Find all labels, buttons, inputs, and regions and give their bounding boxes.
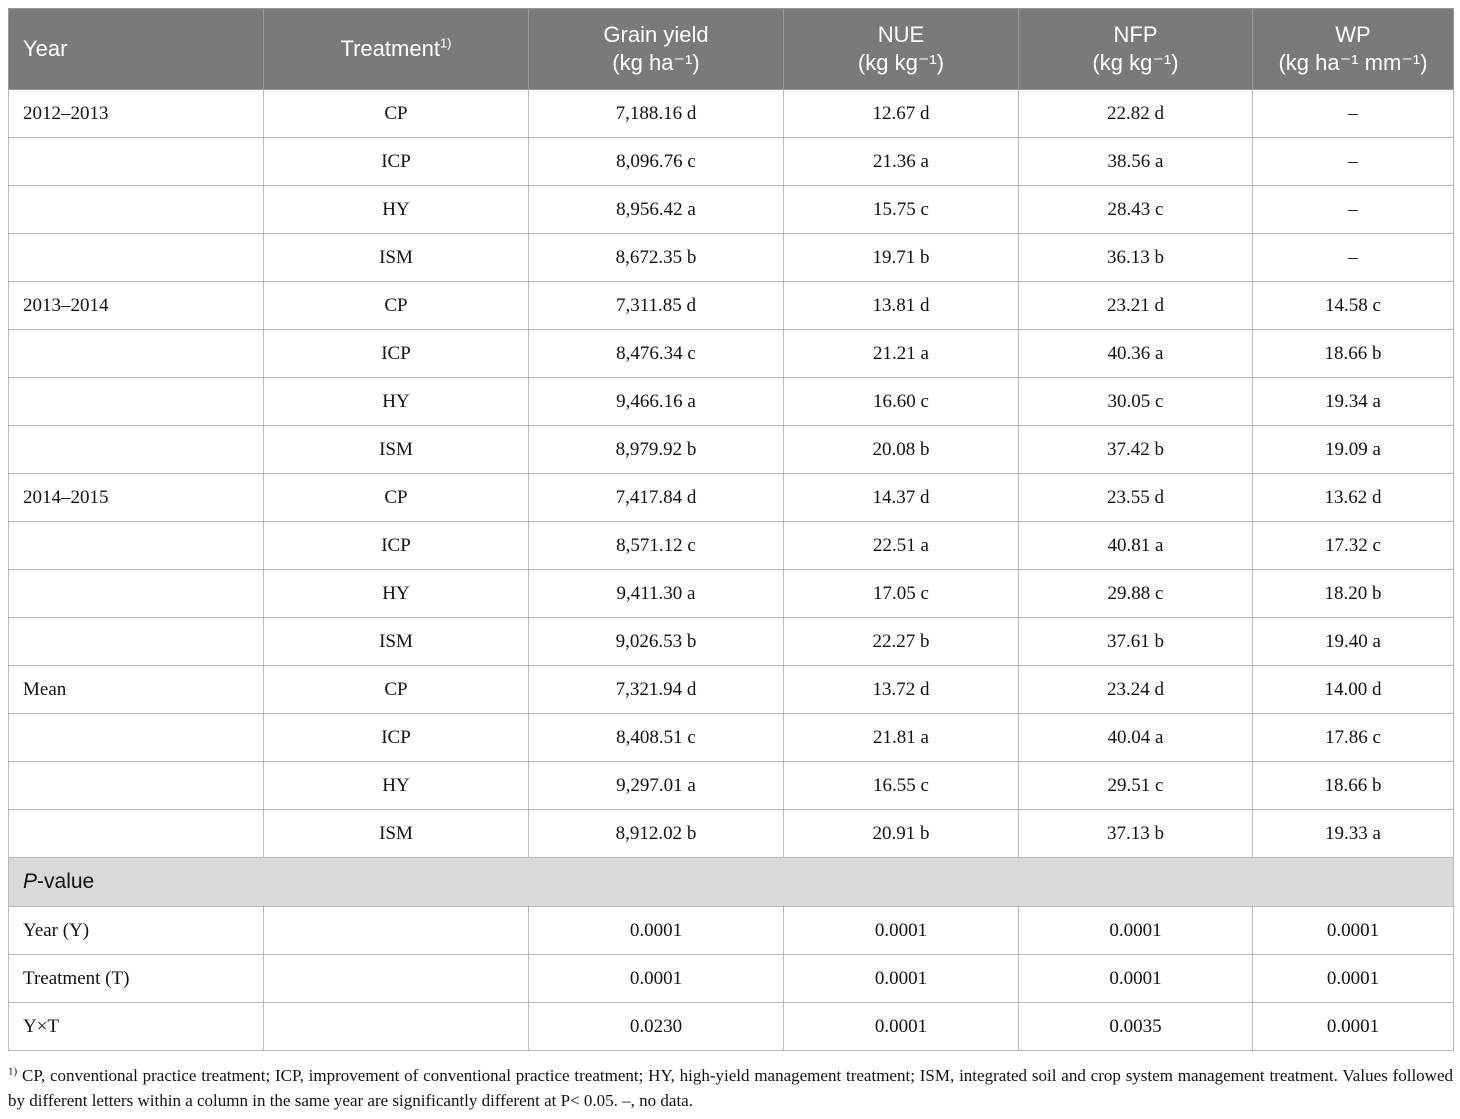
cell-treatment: CP (264, 282, 529, 330)
cell-treatment: ISM (264, 234, 529, 282)
cell-factor: Y×T (9, 1003, 264, 1051)
footnote-text: CP, conventional practice treatment; ICP, improvement of conventional practice treatment; HY, high-yield management treatment; ISM, integrated soil and crop system management treatment. Values followed by different letters within a column in the same year are significantly different at P< 0.05. –, no data. (8, 1066, 1453, 1110)
cell-year (9, 522, 264, 570)
cell-grain-yield: 8,408.51 c (529, 714, 784, 762)
cell-treatment: ISM (264, 618, 529, 666)
cell-factor: Year (Y) (9, 907, 264, 955)
cell-nfp: 37.13 b (1019, 810, 1253, 858)
cell-grain-yield: 9,297.01 a (529, 762, 784, 810)
cell-year (9, 810, 264, 858)
cell-pvalue-grain-yield: 0.0001 (529, 907, 784, 955)
cell-year (9, 570, 264, 618)
cell-nfp: 22.82 d (1019, 90, 1253, 138)
table-row (9, 666, 1454, 714)
cell-grain-yield: 8,672.35 b (529, 234, 784, 282)
cell-pvalue-nfp: 0.0035 (1019, 1003, 1253, 1051)
cell-grain-yield: 7,417.84 d (529, 474, 784, 522)
cell-pvalue-nue: 0.0001 (784, 1003, 1019, 1051)
header-grain-yield-unit: (kg ha⁻¹) (612, 50, 700, 75)
table-row (9, 714, 1454, 762)
cell-nfp: 40.36 a (1019, 330, 1253, 378)
cell-nfp: 29.51 c (1019, 762, 1253, 810)
cell-nue: 22.27 b (784, 618, 1019, 666)
pvalue-row (9, 907, 1454, 955)
pvalue-label-italic: P (23, 870, 38, 893)
cell-year (9, 234, 264, 282)
cell-wp: 19.40 a (1253, 618, 1454, 666)
cell-year (9, 330, 264, 378)
cell-pvalue-nfp: 0.0001 (1019, 907, 1253, 955)
cell-wp: 13.62 d (1253, 474, 1454, 522)
cell-nue: 16.60 c (784, 378, 1019, 426)
cell-grain-yield: 8,476.34 c (529, 330, 784, 378)
pvalue-section-label (9, 858, 1454, 907)
footnote-marker: 1) (8, 1065, 18, 1078)
cell-nfp: 38.56 a (1019, 138, 1253, 186)
cell-wp: 17.86 c (1253, 714, 1454, 762)
cell-nue: 21.81 a (784, 714, 1019, 762)
cell-nfp: 23.24 d (1019, 666, 1253, 714)
cell-year: 2013–2014 (9, 282, 264, 330)
cell-nfp: 36.13 b (1019, 234, 1253, 282)
table-row (9, 234, 1454, 282)
cell-wp: 19.33 a (1253, 810, 1454, 858)
cell-year (9, 762, 264, 810)
cell-wp: – (1253, 138, 1454, 186)
header-grain-yield (529, 9, 784, 90)
table-row (9, 570, 1454, 618)
cell-pvalue-nfp: 0.0001 (1019, 955, 1253, 1003)
pvalue-row (9, 955, 1454, 1003)
cell-wp: 19.09 a (1253, 426, 1454, 474)
header-grain-yield-label: Grain yield (603, 22, 709, 47)
cell-grain-yield: 8,912.02 b (529, 810, 784, 858)
data-table-container (8, 8, 1453, 1051)
header-nfp (1019, 9, 1253, 90)
cell-nfp: 40.04 a (1019, 714, 1253, 762)
cell-grain-yield: 9,466.16 a (529, 378, 784, 426)
cell-nfp: 37.42 b (1019, 426, 1253, 474)
header-row (9, 9, 1454, 90)
cell-nfp: 23.21 d (1019, 282, 1253, 330)
cell-year (9, 714, 264, 762)
table-row (9, 810, 1454, 858)
cell-pvalue-treatment (264, 955, 529, 1003)
cell-pvalue-wp: 0.0001 (1253, 1003, 1454, 1051)
cell-nue: 12.67 d (784, 90, 1019, 138)
cell-treatment: ICP (264, 330, 529, 378)
cell-wp: – (1253, 186, 1454, 234)
cell-treatment: HY (264, 762, 529, 810)
cell-wp: 18.66 b (1253, 330, 1454, 378)
cell-grain-yield: 7,321.94 d (529, 666, 784, 714)
cell-nfp: 40.81 a (1019, 522, 1253, 570)
cell-pvalue-nue: 0.0001 (784, 955, 1019, 1003)
table-row (9, 474, 1454, 522)
cell-wp: 14.58 c (1253, 282, 1454, 330)
pvalue-section-header (9, 858, 1454, 907)
cell-treatment: ISM (264, 810, 529, 858)
cell-grain-yield: 9,411.30 a (529, 570, 784, 618)
cell-treatment: ISM (264, 426, 529, 474)
cell-nue: 21.21 a (784, 330, 1019, 378)
cell-nue: 20.91 b (784, 810, 1019, 858)
cell-wp: 18.20 b (1253, 570, 1454, 618)
cell-year (9, 138, 264, 186)
cell-wp: 14.00 d (1253, 666, 1454, 714)
cell-year (9, 378, 264, 426)
table-row (9, 138, 1454, 186)
cell-nue: 20.08 b (784, 426, 1019, 474)
cell-nue: 14.37 d (784, 474, 1019, 522)
cell-year (9, 186, 264, 234)
cell-treatment: HY (264, 186, 529, 234)
cell-year (9, 426, 264, 474)
header-treatment-label: Treatment (340, 36, 440, 61)
cell-wp: 19.34 a (1253, 378, 1454, 426)
cell-nfp: 30.05 c (1019, 378, 1253, 426)
cell-pvalue-treatment (264, 907, 529, 955)
header-nue-label: NUE (877, 22, 925, 47)
cell-nfp: 28.43 c (1019, 186, 1253, 234)
cell-year: 2014–2015 (9, 474, 264, 522)
cell-treatment: HY (264, 378, 529, 426)
cell-treatment: CP (264, 474, 529, 522)
cell-wp: – (1253, 90, 1454, 138)
cell-factor: Treatment (T) (9, 955, 264, 1003)
header-treatment (264, 9, 529, 90)
table-row (9, 90, 1454, 138)
header-nue (784, 9, 1019, 90)
cell-pvalue-wp: 0.0001 (1253, 907, 1454, 955)
header-nue-unit: (kg kg⁻¹) (857, 50, 945, 75)
cell-year: Mean (9, 666, 264, 714)
cell-nfp: 23.55 d (1019, 474, 1253, 522)
table-row (9, 522, 1454, 570)
pvalue-row (9, 1003, 1454, 1051)
cell-grain-yield: 8,571.12 c (529, 522, 784, 570)
cell-treatment: ICP (264, 522, 529, 570)
cell-nue: 13.81 d (784, 282, 1019, 330)
table-row (9, 426, 1454, 474)
cell-pvalue-wp: 0.0001 (1253, 955, 1454, 1003)
cell-grain-yield: 8,956.42 a (529, 186, 784, 234)
cell-nue: 22.51 a (784, 522, 1019, 570)
header-nfp-unit: (kg kg⁻¹) (1092, 50, 1179, 75)
cell-grain-yield: 7,311.85 d (529, 282, 784, 330)
cell-grain-yield: 7,188.16 d (529, 90, 784, 138)
header-wp (1253, 9, 1454, 90)
cell-nue: 17.05 c (784, 570, 1019, 618)
header-wp-label: WP (1335, 22, 1371, 47)
cell-nue: 16.55 c (784, 762, 1019, 810)
cell-year: 2012–2013 (9, 90, 264, 138)
pvalue-label-rest: -value (37, 870, 95, 893)
table-row (9, 186, 1454, 234)
table-row (9, 762, 1454, 810)
header-treatment-footnote-marker: 1) (439, 35, 452, 51)
results-table (8, 8, 1454, 1051)
cell-treatment: ICP (264, 138, 529, 186)
table-row (9, 282, 1454, 330)
table-footnote (8, 1063, 1453, 1113)
header-nfp-label: NFP (1113, 22, 1158, 47)
cell-year (9, 618, 264, 666)
cell-wp: 17.32 c (1253, 522, 1454, 570)
table-body (9, 90, 1454, 1051)
cell-pvalue-grain-yield: 0.0230 (529, 1003, 784, 1051)
cell-pvalue-treatment (264, 1003, 529, 1051)
cell-wp: – (1253, 234, 1454, 282)
cell-treatment: CP (264, 90, 529, 138)
cell-nfp: 29.88 c (1019, 570, 1253, 618)
cell-nue: 15.75 c (784, 186, 1019, 234)
cell-grain-yield: 8,096.76 c (529, 138, 784, 186)
cell-grain-yield: 8,979.92 b (529, 426, 784, 474)
cell-nue: 21.36 a (784, 138, 1019, 186)
cell-treatment: CP (264, 666, 529, 714)
cell-pvalue-grain-yield: 0.0001 (529, 955, 784, 1003)
header-wp-unit: (kg ha⁻¹ mm⁻¹) (1278, 50, 1428, 75)
cell-wp: 18.66 b (1253, 762, 1454, 810)
table-row (9, 330, 1454, 378)
cell-treatment: ICP (264, 714, 529, 762)
cell-pvalue-nue: 0.0001 (784, 907, 1019, 955)
cell-nue: 13.72 d (784, 666, 1019, 714)
table-row (9, 378, 1454, 426)
cell-nue: 19.71 b (784, 234, 1019, 282)
header-year: Year (9, 9, 264, 90)
cell-treatment: HY (264, 570, 529, 618)
cell-nfp: 37.61 b (1019, 618, 1253, 666)
table-row (9, 618, 1454, 666)
cell-grain-yield: 9,026.53 b (529, 618, 784, 666)
